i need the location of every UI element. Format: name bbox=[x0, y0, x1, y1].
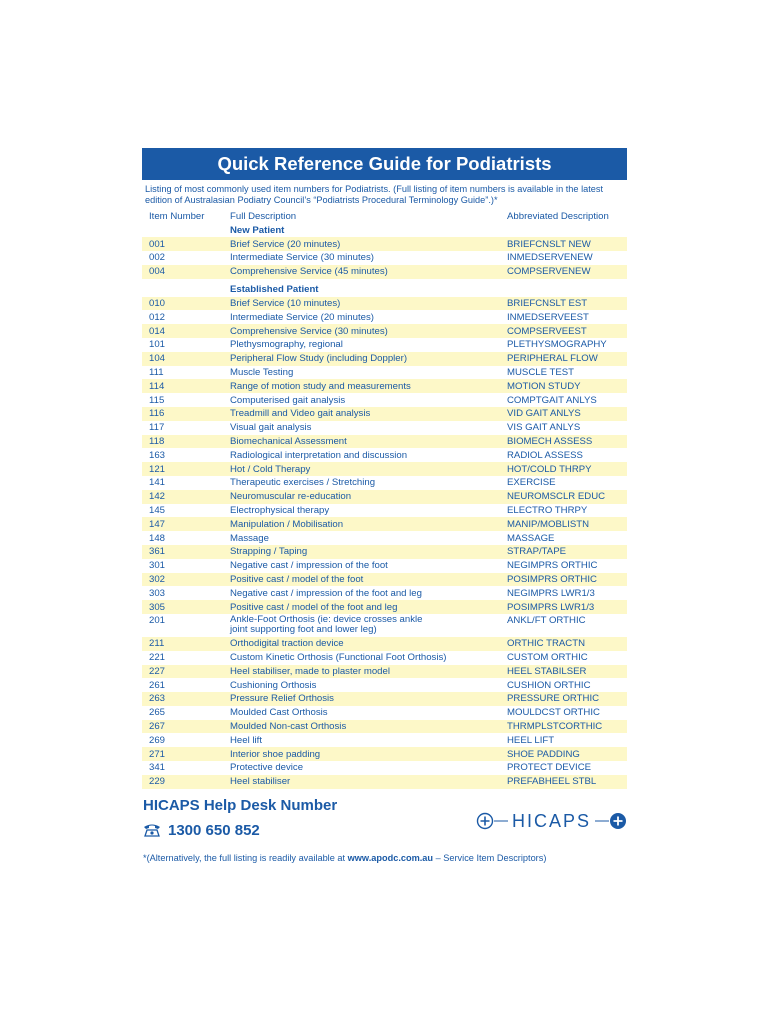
full-description-cell: Heel stabiliser bbox=[230, 776, 291, 788]
full-description-cell: Massage bbox=[230, 532, 269, 544]
logo-line-right bbox=[595, 819, 609, 823]
section-label: New Patient bbox=[230, 224, 285, 236]
abbreviated-description-cell: MANIP/MOBLISTN bbox=[507, 518, 590, 530]
table-row bbox=[142, 324, 627, 338]
item-number-cell: 010 bbox=[149, 297, 166, 309]
table-row bbox=[142, 586, 627, 600]
footnote-prefix: *(Alternatively, the full listing is readily available at bbox=[143, 852, 348, 863]
section-established-patient bbox=[142, 283, 627, 297]
table-row bbox=[142, 775, 627, 789]
abbreviated-description-cell: COMPTGAIT ANLYS bbox=[507, 394, 597, 406]
full-description-cell: Intermediate Service (20 minutes) bbox=[230, 311, 374, 323]
item-number-cell: 148 bbox=[149, 532, 166, 544]
table-row bbox=[142, 720, 627, 734]
intro-text: Listing of most commonly used item numbers for Podiatrists. (Full listing of item numbers is available in the latest edition of Australasian Podiatry Council’s “Podiatrists Procedural Terminology Guide”.)* bbox=[145, 184, 604, 205]
item-number-cell: 012 bbox=[149, 311, 166, 323]
abbreviated-description-cell: BIOMECH ASSESS bbox=[507, 435, 593, 447]
table-row bbox=[142, 265, 627, 279]
full-description-cell: Biomechanical Assessment bbox=[230, 435, 347, 447]
full-description-cell: Positive cast / model of the foot bbox=[230, 573, 364, 585]
full-description-cell: Neuromuscular re-education bbox=[230, 491, 352, 503]
abbreviated-description-cell: POSIMPRS LWR1/3 bbox=[507, 601, 595, 613]
full-description-cell: Brief Service (10 minutes) bbox=[230, 297, 341, 309]
full-description-cell: Computerised gait analysis bbox=[230, 394, 346, 406]
item-number-cell: 004 bbox=[149, 266, 166, 278]
item-number-cell: 361 bbox=[149, 546, 166, 558]
table-row bbox=[142, 297, 627, 311]
full-description-cell: Strapping / Taping bbox=[230, 546, 308, 558]
full-description-cell: Negative cast / impression of the foot bbox=[230, 560, 388, 572]
logo-wordmark: HICAPS bbox=[511, 810, 591, 831]
table-row bbox=[142, 706, 627, 720]
table-row bbox=[142, 665, 627, 679]
helpdesk-phone-number: 1300 650 852 bbox=[168, 821, 260, 839]
full-description-cell: Intermediate Service (30 minutes) bbox=[230, 252, 374, 264]
column-header-item-number: Item Number bbox=[149, 210, 205, 222]
table-row bbox=[142, 651, 627, 665]
full-description-cell: Plethysmography, regional bbox=[230, 339, 343, 351]
full-description-cell: Manipulation / Mobilisation bbox=[230, 518, 344, 530]
table-row bbox=[142, 352, 627, 366]
abbreviated-description-cell: BRIEFCNSLT NEW bbox=[507, 238, 591, 250]
page-title: Quick Reference Guide for Podiatrists bbox=[142, 148, 627, 180]
abbreviated-description-cell: INMEDSERVEEST bbox=[507, 311, 589, 323]
abbreviated-description-cell: THRMPLSTCORTHIC bbox=[507, 721, 603, 733]
table-row bbox=[142, 678, 627, 692]
item-number-cell: 305 bbox=[149, 601, 166, 613]
table-row bbox=[142, 573, 627, 587]
quick-reference-guide bbox=[142, 148, 627, 863]
table-row bbox=[142, 393, 627, 407]
table-row bbox=[142, 448, 627, 462]
item-number-cell: 221 bbox=[149, 652, 166, 664]
abbreviated-description-cell: PERIPHERAL FLOW bbox=[507, 353, 598, 365]
table-row bbox=[142, 531, 627, 545]
abbreviated-description-cell: ANKL/FT ORTHIC bbox=[507, 614, 586, 626]
abbreviated-description-cell: CUSHION ORTHIC bbox=[507, 679, 591, 691]
section-new-patient bbox=[142, 223, 627, 237]
full-description-cell: Moulded Non-cast Orthosis bbox=[230, 721, 347, 733]
abbreviated-description-cell: MOULDCST ORTHIC bbox=[507, 707, 600, 719]
table-row bbox=[142, 407, 627, 421]
abbreviated-description-cell: INMEDSERVENEW bbox=[507, 252, 593, 264]
abbreviated-description-cell: HEEL LIFT bbox=[507, 734, 555, 746]
item-table bbox=[142, 209, 627, 788]
full-description-cell: Range of motion study and measurements bbox=[230, 380, 411, 392]
item-number-cell: 118 bbox=[149, 435, 165, 447]
abbreviated-description-cell: MUSCLE TEST bbox=[507, 366, 574, 378]
table-row bbox=[142, 476, 627, 490]
full-description-cell: Pressure Relief Orthosis bbox=[230, 693, 334, 705]
full-description-cell: Comprehensive Service (45 minutes) bbox=[230, 266, 388, 278]
abbreviated-description-cell: RADIOL ASSESS bbox=[507, 449, 583, 461]
established-patient-rows bbox=[142, 297, 627, 789]
item-number-cell: 111 bbox=[149, 366, 164, 378]
table-row bbox=[142, 761, 627, 775]
table-row bbox=[142, 600, 627, 614]
item-number-cell: 116 bbox=[149, 408, 165, 420]
full-description-cell: Comprehensive Service (30 minutes) bbox=[230, 325, 388, 337]
item-number-cell: 201 bbox=[149, 614, 166, 626]
hicaps-logo bbox=[476, 811, 627, 832]
item-number-cell: 265 bbox=[149, 707, 166, 719]
table-row bbox=[142, 559, 627, 573]
full-description-cell: Visual gait analysis bbox=[230, 422, 312, 434]
item-number-cell: 121 bbox=[149, 463, 166, 475]
abbreviated-description-cell: MASSAGE bbox=[507, 532, 555, 544]
table-row bbox=[142, 692, 627, 706]
abbreviated-description-cell: STRAP/TAPE bbox=[507, 546, 566, 558]
abbreviated-description-cell: COMPSERVENEW bbox=[507, 266, 591, 278]
logo-line-left bbox=[494, 819, 508, 823]
table-row bbox=[142, 517, 627, 531]
abbreviated-description-cell: ELECTRO THRPY bbox=[507, 504, 588, 516]
item-number-cell: 002 bbox=[149, 252, 166, 264]
website-link[interactable]: www.apodc.com.au bbox=[347, 852, 434, 863]
item-number-cell: 271 bbox=[149, 748, 166, 760]
abbreviated-description-cell: VID GAIT ANLYS bbox=[507, 408, 581, 420]
table-row bbox=[142, 490, 627, 504]
helpdesk-title: HICAPS Help Desk Number bbox=[143, 796, 338, 814]
abbreviated-description-cell: PRESSURE ORTHIC bbox=[507, 693, 600, 705]
table-row bbox=[142, 421, 627, 435]
item-number-cell: 014 bbox=[149, 325, 166, 337]
item-number-cell: 229 bbox=[149, 776, 166, 788]
abbreviated-description-cell: NEGIMPRS ORTHIC bbox=[507, 560, 598, 572]
table-row bbox=[142, 545, 627, 559]
full-description-cell: Treadmill and Video gait analysis bbox=[230, 408, 371, 420]
full-description-cell: Cushioning Orthosis bbox=[230, 679, 317, 691]
full-description-cell: Hot / Cold Therapy bbox=[230, 463, 311, 475]
column-header-full-description: Full Description bbox=[230, 210, 297, 222]
table-row bbox=[142, 733, 627, 747]
table-row bbox=[142, 251, 627, 265]
footnote-suffix: – Service Item Descriptors) bbox=[433, 852, 547, 863]
table-row bbox=[142, 366, 627, 380]
abbreviated-description-cell: PREFABHEEL STBL bbox=[507, 776, 597, 788]
column-header-abbreviated-description: Abbreviated Description bbox=[507, 210, 609, 222]
full-description-cell: Heel stabiliser, made to plaster model bbox=[230, 665, 390, 677]
table-row bbox=[142, 462, 627, 476]
item-number-cell: 001 bbox=[149, 238, 166, 250]
abbreviated-description-cell: COMPSERVEEST bbox=[507, 325, 587, 337]
full-description-cell: Moulded Cast Orthosis bbox=[230, 707, 328, 719]
item-number-cell: 163 bbox=[149, 449, 166, 461]
abbreviated-description-cell: EXERCISE bbox=[507, 477, 556, 489]
abbreviated-description-cell: PLETHYSMOGRAPHY bbox=[507, 339, 607, 351]
table-row bbox=[142, 379, 627, 393]
item-number-cell: 341 bbox=[149, 762, 166, 774]
full-description-cell: Negative cast / impression of the foot and leg bbox=[230, 587, 422, 599]
abbreviated-description-cell: MOTION STUDY bbox=[507, 380, 581, 392]
full-description-cell: Custom Kinetic Orthosis (Functional Foot Orthosis) bbox=[230, 652, 447, 664]
table-row bbox=[142, 435, 627, 449]
abbreviated-description-cell: CUSTOM ORTHIC bbox=[507, 652, 588, 664]
abbreviated-description-cell: SHOE PADDING bbox=[507, 748, 580, 760]
full-description-cell: Brief Service (20 minutes) bbox=[230, 238, 341, 250]
item-number-cell: 267 bbox=[149, 721, 166, 733]
abbreviated-description-cell: ORTHIC TRACTN bbox=[507, 638, 585, 650]
table-row bbox=[142, 338, 627, 352]
table-row bbox=[142, 637, 627, 651]
item-number-cell: 145 bbox=[149, 504, 166, 516]
item-number-cell: 104 bbox=[149, 353, 166, 365]
item-number-cell: 263 bbox=[149, 693, 166, 705]
item-number-cell: 101 bbox=[149, 339, 166, 351]
section-label: Established Patient bbox=[230, 284, 319, 296]
item-number-cell: 211 bbox=[149, 638, 165, 650]
table-row bbox=[142, 614, 627, 637]
full-description-cell: Heel lift bbox=[230, 734, 262, 746]
abbreviated-description-cell: PROTECT DEVICE bbox=[507, 762, 592, 774]
abbreviated-description-cell: NEUROMSCLR EDUC bbox=[507, 491, 606, 503]
item-number-cell: 117 bbox=[149, 422, 165, 434]
full-description-cell: Electrophysical therapy bbox=[230, 504, 330, 516]
abbreviated-description-cell: NEGIMPRS LWR1/3 bbox=[507, 587, 595, 599]
full-description-cell: Ankle-Foot Orthosis (ie: device crosses ankle joint supporting foot and lower leg) bbox=[230, 613, 423, 636]
plus-circle-outline-icon bbox=[476, 812, 494, 830]
abbreviated-description-cell: HEEL STABILSER bbox=[507, 665, 587, 677]
table-row bbox=[142, 237, 627, 251]
table-row bbox=[142, 747, 627, 761]
item-number-cell: 269 bbox=[149, 734, 166, 746]
item-number-cell: 115 bbox=[149, 394, 165, 406]
telephone-icon bbox=[143, 823, 161, 837]
item-number-cell: 227 bbox=[149, 665, 166, 677]
abbreviated-description-cell: BRIEFCNSLT EST bbox=[507, 297, 588, 309]
item-number-cell: 303 bbox=[149, 587, 166, 599]
full-description-cell: Therapeutic exercises / Stretching bbox=[230, 477, 376, 489]
abbreviated-description-cell: POSIMPRS ORTHIC bbox=[507, 573, 597, 585]
item-number-cell: 141 bbox=[149, 477, 166, 489]
full-description-cell: Protective device bbox=[230, 762, 304, 774]
item-number-cell: 301 bbox=[149, 560, 166, 572]
item-number-cell: 261 bbox=[149, 679, 166, 691]
table-row bbox=[142, 310, 627, 324]
full-description-cell: Muscle Testing bbox=[230, 366, 294, 378]
table-row bbox=[142, 504, 627, 518]
full-description-cell: Positive cast / model of the foot and leg bbox=[230, 601, 398, 613]
full-description-cell: Orthodigital traction device bbox=[230, 638, 344, 650]
item-number-cell: 302 bbox=[149, 573, 166, 585]
new-patient-rows bbox=[142, 237, 627, 278]
full-description-cell: Radiological interpretation and discussion bbox=[230, 449, 408, 461]
full-description-cell: Peripheral Flow Study (including Doppler) bbox=[230, 353, 408, 365]
abbreviated-description-cell: HOT/COLD THRPY bbox=[507, 463, 592, 475]
item-number-cell: 147 bbox=[149, 518, 166, 530]
item-number-cell: 142 bbox=[149, 491, 166, 503]
full-description-cell: Interior shoe padding bbox=[230, 748, 321, 760]
abbreviated-description-cell: VIS GAIT ANLYS bbox=[507, 422, 581, 434]
item-number-cell: 114 bbox=[149, 380, 165, 392]
plus-circle-filled-icon bbox=[609, 812, 627, 830]
helpdesk-block bbox=[142, 797, 627, 843]
table-header bbox=[142, 209, 627, 223]
footnote bbox=[143, 853, 627, 863]
